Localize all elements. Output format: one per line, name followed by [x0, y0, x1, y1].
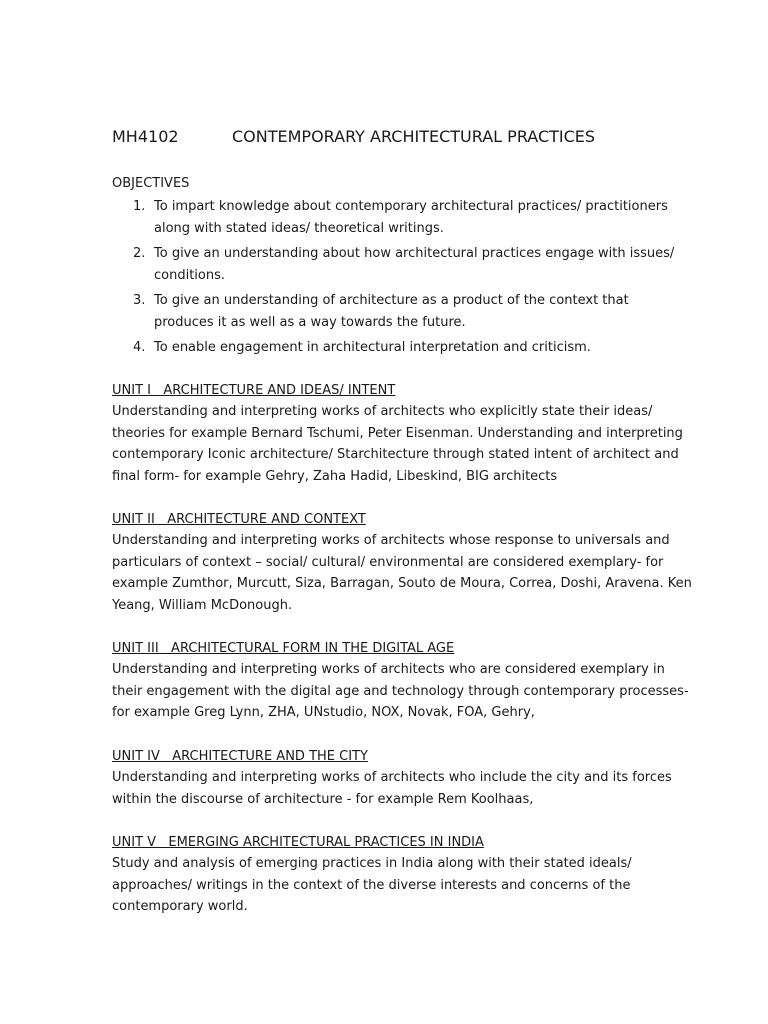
- objective-number: 2.: [133, 246, 146, 261]
- objective-number: 3.: [133, 293, 146, 308]
- unit-section: [112, 746, 692, 810]
- unit-section: [112, 380, 692, 487]
- unit-body: Understanding and interpreting works of architects who include the city and its forces within the discourse of architecture - for example Rem Koolhaas,: [112, 770, 672, 807]
- unit-heading: UNIT III ARCHITECTURAL FORM IN THE DIGITAL AGE: [112, 641, 455, 656]
- course-header: [112, 127, 595, 146]
- unit-section: [112, 509, 692, 616]
- objective-item: [112, 196, 692, 240]
- objective-item: [112, 243, 692, 287]
- unit-body: Understanding and interpreting works of architects who are considered exemplary in their engagement with the digital age and technology through contemporary processes- for example Greg Lynn, ZHA, UNstudio, NOX, Novak, FOA, Gehry,: [112, 662, 689, 720]
- objective-number: 4.: [133, 340, 146, 355]
- objectives-heading: OBJECTIVES: [112, 176, 190, 191]
- objective-text: To enable engagement in architectural interpretation and criticism.: [154, 340, 591, 355]
- objective-text: To impart knowledge about contemporary architectural practices/ practitioners along with stated ideas/ theoretical writings.: [154, 199, 668, 236]
- unit-heading: UNIT IV ARCHITECTURE AND THE CITY: [112, 749, 368, 764]
- unit-heading: UNIT I ARCHITECTURE AND IDEAS/ INTENT: [112, 383, 396, 398]
- unit-body: Study and analysis of emerging practices in India along with their stated ideals/ approaches/ writings in the context of the diverse interests and concerns of the contemporary world.: [112, 856, 632, 914]
- unit-section: [112, 638, 692, 724]
- objective-item: [112, 290, 692, 334]
- objective-text: To give an understanding of architecture as a product of the context that produces it as well as a way towards the future.: [154, 293, 629, 330]
- unit-heading: UNIT II ARCHITECTURE AND CONTEXT: [112, 512, 366, 527]
- unit-heading: UNIT V EMERGING ARCHITECTURAL PRACTICES IN INDIA: [112, 835, 484, 850]
- objective-item: [112, 337, 692, 359]
- unit-section: [112, 832, 692, 918]
- course-code: MH4102: [112, 127, 179, 146]
- objectives-list: [112, 196, 692, 362]
- unit-body: Understanding and interpreting works of architects who explicitly state their ideas/ theories for example Bernard Tschumi, Peter Eisenman. Understanding and interpreting contemporary Iconic architecture/ Starchitecture through stated intent of architect and final form- for example Gehry, Zaha Hadid, Libeskind, BIG architects: [112, 404, 683, 484]
- objective-number: 1.: [133, 199, 146, 214]
- unit-body: Understanding and interpreting works of architects whose response to universals and particulars of context – social/ cultural/ environmental are considered exemplary- for example Zumthor, Murcutt, Siza, Barragan, Souto de Moura, Correa, Doshi, Aravena. Ken Yeang, William McDonough.: [112, 533, 692, 613]
- objective-text: To give an understanding about how architectural practices engage with issues/ conditions.: [154, 246, 675, 283]
- course-title: CONTEMPORARY ARCHITECTURAL PRACTICES: [232, 127, 596, 146]
